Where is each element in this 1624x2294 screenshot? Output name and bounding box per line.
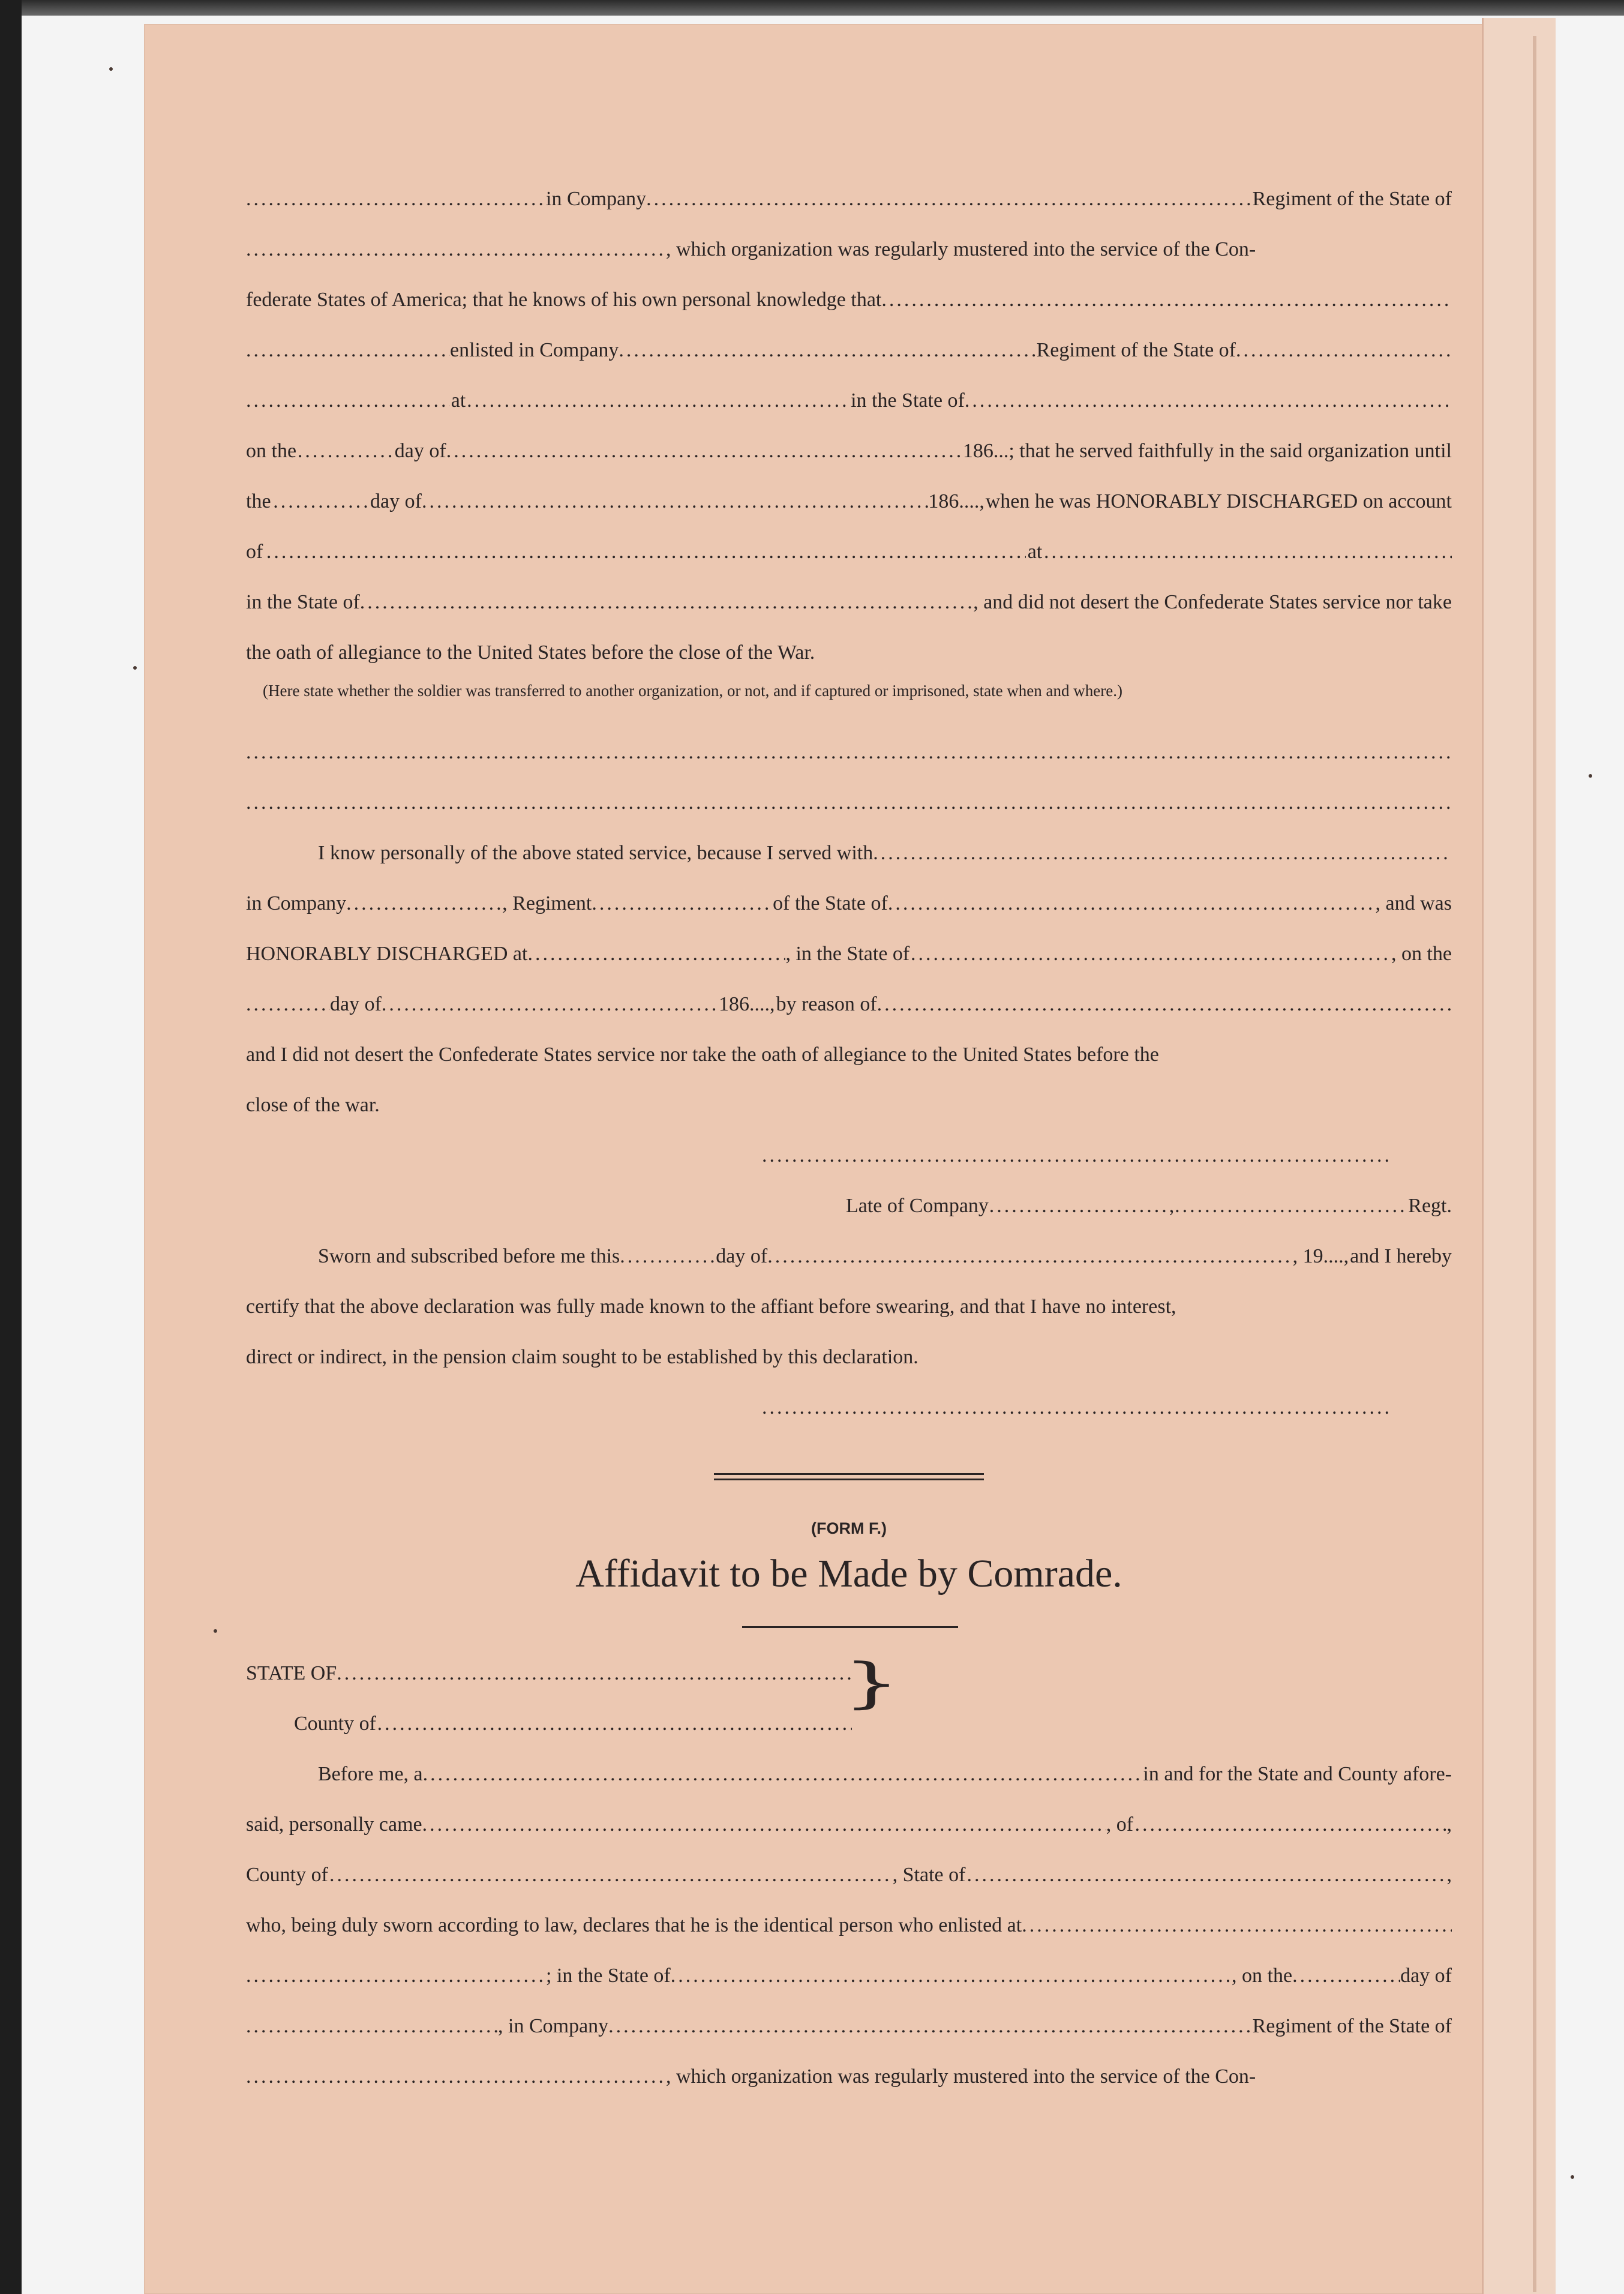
instruction-note [246, 678, 1452, 703]
form-text: , in Company [498, 2015, 609, 2037]
blank-field[interactable] [246, 325, 450, 376]
form-line [246, 1332, 1452, 1383]
officer-signature-field[interactable] [762, 1383, 1392, 1433]
blank-field[interactable] [246, 979, 330, 1030]
form-line [246, 2001, 1452, 2052]
blank-field[interactable] [1135, 1800, 1447, 1850]
form-text: I know personally of the above stated service, because I served with [318, 842, 873, 864]
form-text: in and for the State and County afore- [1143, 1763, 1452, 1785]
form-line [246, 828, 1452, 878]
form-text: by reason of [776, 993, 877, 1015]
form-line [246, 2052, 1452, 2102]
form-text: the oath of allegiance to the United States before the close of the War. [246, 641, 815, 664]
double-rule [714, 1479, 984, 1480]
form-line [246, 426, 1452, 476]
form-line [246, 577, 1452, 628]
blank-field[interactable] [246, 2001, 498, 2052]
form-line [246, 1181, 1452, 1231]
blank-field[interactable] [873, 828, 1452, 878]
form-line [246, 1951, 1452, 2001]
page-fold-line [1533, 36, 1536, 2292]
blank-field[interactable] [246, 224, 666, 275]
form-line [246, 1800, 1452, 1850]
county-field[interactable] [377, 1699, 852, 1749]
form-line [246, 727, 1452, 778]
blank-field[interactable] [888, 878, 1376, 929]
form-text: on the [246, 440, 297, 462]
state-field[interactable] [337, 1648, 852, 1699]
form-text: , Regiment [502, 892, 592, 914]
form-text: ; in the State of [546, 1965, 671, 1987]
form-text: , and was [1375, 892, 1452, 914]
page-right-margin [1482, 18, 1556, 2294]
scan-left-edge [0, 0, 22, 2294]
form-text: when he was HONORABLY DISCHARGED on account [985, 490, 1452, 512]
scan-top-edge [0, 0, 1624, 16]
blank-field[interactable] [467, 376, 851, 426]
paper-speck [1589, 774, 1592, 778]
form-text: day of [330, 993, 382, 1015]
form-line [246, 1282, 1452, 1332]
blank-field[interactable] [246, 2052, 666, 2102]
venue-brace-icon: } [843, 1651, 900, 1715]
form-line [246, 476, 1452, 527]
form-text: and I did not desert the Confederate States service nor take the oath of allegiance to the United States before the [246, 1043, 1159, 1066]
form-line [246, 1231, 1452, 1282]
form-line [246, 527, 1452, 577]
form-text: day of [394, 440, 446, 462]
comrade-affidavit-section [246, 1648, 1452, 2102]
form-text: federate States of America; that he knows of his own personal knowledge that [246, 289, 882, 311]
form-text: , which organization was regularly mustered into the service of the Con- [666, 2065, 1256, 2088]
form-text: , 19...., [1292, 1245, 1349, 1267]
blank-field[interactable] [346, 878, 502, 929]
form-line [246, 1850, 1452, 1900]
form-line [246, 325, 1452, 376]
form-title: Affidavit to be Made by Comrade. [575, 1552, 1122, 1596]
form-text: day of [1400, 1965, 1452, 1987]
note-text: (Here state whether the soldier was transferred to another organization, or not, and if captured or imprisoned, state when and where.) [263, 682, 1122, 700]
blank-field[interactable] [246, 778, 1452, 828]
state-line [246, 1648, 852, 1699]
form-text: Regiment of the State of [1036, 339, 1236, 361]
form-line [246, 1030, 1452, 1080]
blank-field[interactable] [967, 1850, 1447, 1900]
blank-field[interactable] [329, 1850, 893, 1900]
form-text: at [451, 389, 466, 412]
blank-field[interactable] [423, 1749, 1142, 1800]
blank-field[interactable] [1044, 527, 1452, 577]
blank-field[interactable] [273, 476, 369, 527]
paper-speck [133, 666, 137, 670]
title-underline [742, 1626, 958, 1628]
blank-field[interactable] [1022, 1900, 1452, 1951]
declaration-section [246, 174, 1452, 1433]
form-text: close of the war. [246, 1094, 380, 1116]
form-text: County of [294, 1713, 376, 1735]
form-text: direct or indirect, in the pension claim sought to be established by this declaration. [246, 1346, 918, 1368]
blank-field[interactable] [246, 174, 546, 224]
form-line [246, 628, 1452, 678]
form-text: , [1169, 1195, 1175, 1217]
blank-field[interactable] [911, 929, 1391, 979]
form-text: of the State of [773, 892, 888, 914]
blank-field[interactable] [1292, 1951, 1400, 2001]
blank-field[interactable] [989, 1181, 1169, 1231]
paper-speck [214, 1629, 217, 1633]
county-line [246, 1699, 852, 1749]
form-text: Sworn and subscribed before me this [318, 1245, 620, 1267]
blank-field[interactable] [620, 1231, 716, 1282]
blank-field[interactable] [246, 1951, 546, 2001]
blank-field[interactable] [592, 878, 772, 929]
paper-speck [1571, 2175, 1574, 2179]
signature-field[interactable] [762, 1130, 1392, 1181]
form-line [246, 778, 1452, 828]
signature-line [246, 1130, 1452, 1181]
blank-field[interactable] [266, 527, 1026, 577]
form-text: , State of [892, 1864, 966, 1886]
blank-field[interactable] [446, 426, 963, 476]
blank-field[interactable] [767, 1231, 1292, 1282]
form-label: (FORM F.) [811, 1519, 887, 1537]
form-line [246, 1080, 1452, 1130]
blank-field[interactable] [246, 376, 450, 426]
form-text: HONORABLY DISCHARGED at [246, 943, 528, 965]
form-text: STATE OF [246, 1662, 337, 1684]
form-text: 186...; that he served faithfully in the said organization until [962, 440, 1452, 462]
form-text: day of [716, 1245, 768, 1267]
signature-line [246, 1383, 1452, 1433]
blank-field[interactable] [422, 1800, 1106, 1850]
form-text: Late of Company [846, 1195, 989, 1217]
form-text: Regt. [1408, 1195, 1452, 1217]
form-line [246, 929, 1452, 979]
form-text: , in the State of [785, 943, 910, 965]
form-line [246, 275, 1452, 325]
form-text: Regiment of the State of [1252, 2015, 1452, 2037]
double-rule [714, 1473, 984, 1475]
form-text: and I hereby [1350, 1245, 1452, 1267]
form-text: who, being duly sworn according to law, declares that he is the identical person who enlisted at [246, 1914, 1022, 1936]
blank-field[interactable] [608, 2001, 1252, 2052]
form-text: at [1027, 541, 1043, 563]
form-text: , which organization was regularly mustered into the service of the Con- [666, 238, 1256, 260]
form-text: , [1446, 1813, 1452, 1836]
paper-speck [109, 67, 113, 71]
form-text: day of [370, 490, 422, 512]
form-line [246, 224, 1452, 275]
form-text: County of [246, 1864, 328, 1886]
form-line [246, 376, 1452, 426]
blank-field[interactable] [382, 979, 718, 1030]
blank-field[interactable] [298, 426, 394, 476]
form-text: enlisted in Company [450, 339, 619, 361]
form-text: , on the [1391, 943, 1452, 965]
blank-field[interactable] [360, 577, 973, 628]
blank-field[interactable] [877, 979, 1452, 1030]
form-text: , [1446, 1864, 1452, 1886]
blank-field[interactable] [527, 929, 785, 979]
form-text: the [246, 490, 271, 512]
form-text: certify that the above declaration was fully made known to the affiant before swearing, and that I have no interest, [246, 1296, 1176, 1318]
form-text: in Company [546, 188, 647, 210]
form-text: , and did not desert the Confederate States service nor take [973, 591, 1452, 613]
form-text: , on the [1232, 1965, 1293, 1987]
form-line [246, 979, 1452, 1030]
blank-field[interactable] [1236, 325, 1452, 376]
blank-field[interactable] [646, 174, 1252, 224]
form-line [246, 1749, 1452, 1800]
form-text: of [246, 541, 263, 563]
form-text: 186...., [719, 993, 775, 1015]
form-text: Regiment of the State of [1252, 188, 1452, 210]
blank-field[interactable] [1175, 1181, 1407, 1231]
form-text: in Company [246, 892, 347, 914]
form-text: 186...., [928, 490, 984, 512]
blank-field[interactable] [422, 476, 928, 527]
form-line [246, 174, 1452, 224]
blank-field[interactable] [619, 325, 1036, 376]
form-line [246, 878, 1452, 929]
form-text: in the State of [246, 591, 360, 613]
blank-field[interactable] [671, 1951, 1232, 2001]
blank-field[interactable] [246, 727, 1452, 778]
form-text: , of [1106, 1813, 1134, 1836]
form-text: said, personally came [246, 1813, 422, 1836]
form-text: Before me, a [318, 1763, 423, 1785]
form-line [246, 1900, 1452, 1951]
form-text: in the State of [851, 389, 965, 412]
blank-field[interactable] [965, 376, 1452, 426]
blank-field[interactable] [881, 275, 1452, 325]
